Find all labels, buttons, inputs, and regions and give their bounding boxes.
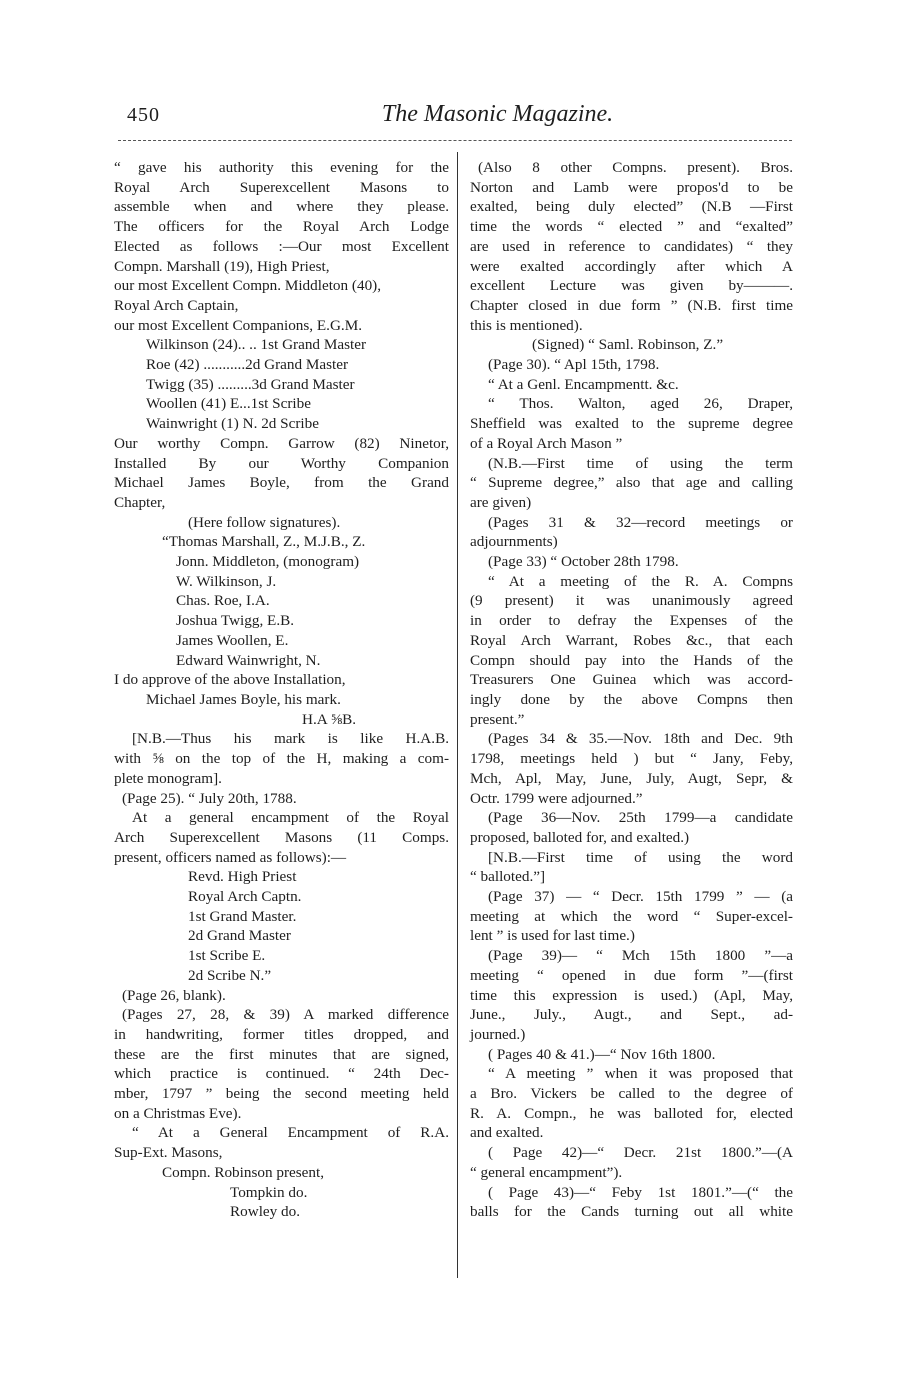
text-line: (N.B.—First time of using the term (488, 454, 793, 472)
text-line: (Page 37) — “ Decr. 15th 1799 ” — (a (488, 888, 793, 906)
text-line: 1798, meetings held ) but “ Jany, Feby, (470, 750, 793, 768)
text-line: excellent Lecture was given by———. (470, 277, 793, 295)
text-line: assemble when and where they please. (114, 198, 449, 216)
text-line: “ gave his authority this evening for the (114, 159, 449, 176)
text-line: in handwriting, former titles dropped, and (114, 1025, 449, 1043)
text-line: and exalted. (470, 1124, 544, 1142)
text-line: Octr. 1799 were adjourned.” (470, 789, 643, 807)
text-line: meeting “ opened in due form ”—(first (470, 966, 793, 984)
text-line: Norton and Lamb were propos'd to be (470, 178, 793, 196)
text-line: At a general encampment of the Royal (132, 809, 449, 827)
text-line: James Woollen, E. (176, 631, 289, 649)
text-line: Tompkin do. (230, 1183, 308, 1201)
text-line: ( Page 43)—“ Feby 1st 1801.”—(“ the (488, 1183, 793, 1201)
text-line: Jonn. Middleton, (monogram) (176, 553, 360, 571)
text-line: Treasurers One Guinea which was accord- (470, 671, 793, 689)
text-line: lent ” is used for last time.) (470, 927, 635, 945)
text-line: (9 present) it was unanimously agreed (470, 592, 793, 610)
text-line: Woollen (41) E...1st Scribe (146, 395, 311, 413)
text-line: Royal Arch Captain, (114, 296, 239, 314)
text-line: journed.) (470, 1025, 526, 1043)
text-line: with ⅝ on the top of the H, making a com- (114, 750, 449, 768)
text-line: “ At a General Encampment of R.A. (132, 1124, 449, 1142)
text-line: mber, 1797 ” being the second meeting held (114, 1085, 449, 1103)
text-line: time the words “ elected ” and “exalted” (470, 218, 793, 236)
text-line: meeting at which the word “ Super-excel- (470, 907, 793, 925)
header-rule (118, 140, 792, 141)
text-line: Mch, Apl, May, June, July, Augt, Sepr, & (470, 769, 793, 787)
text-line: (Signed) “ Saml. Robinson, Z.” (532, 336, 724, 354)
text-line: our most Excellent Compn. Middleton (40), (114, 277, 382, 295)
text-line: in order to defray the Expenses of the (470, 612, 793, 630)
text-line: these are the first minutes that are signed, (114, 1045, 449, 1063)
text-line: Chas. Roe, I.A. (176, 592, 270, 610)
text-line: adjournments) (470, 533, 558, 551)
text-line: Installed By our Worthy Companion (114, 454, 449, 472)
text-line: R. A. Compn., he was balloted for, elected (470, 1104, 793, 1122)
text-line: “ A meeting ” when it was proposed that (488, 1065, 793, 1083)
text-line: (Pages 34 & 35.—Nov. 18th and Dec. 9th (488, 730, 793, 748)
text-line: Compn. Marshall (19), High Priest, (114, 257, 330, 275)
text-line: “ general encampment”). (470, 1163, 623, 1181)
text-line: 1st Scribe E. (188, 947, 266, 965)
text-line: Chapter closed in due form ” (N.B. first time (470, 296, 793, 314)
text-line: [N.B.—First time of using the word (488, 848, 793, 866)
text-line: [N.B.—Thus his mark is like H.A.B. (132, 730, 449, 748)
text-line: this is mentioned). (470, 316, 583, 334)
text-line: were exalted accordingly after which A (470, 257, 793, 275)
text-line: balls for the Cands turning out all white (470, 1203, 793, 1221)
text-line: are given) (470, 493, 532, 511)
text-line: Royal Arch Captn. (188, 888, 302, 906)
text-line: ingly done by the above Compns then (470, 690, 793, 708)
text-line: The officers for the Royal Arch Lodge (114, 218, 449, 236)
text-line: present, officers named as follows):— (114, 848, 347, 866)
text-line: (Pages 27, 28, & 39) A marked difference (122, 1006, 449, 1024)
text-line: Rowley do. (230, 1203, 301, 1221)
text-line: Michael James Boyle, his mark. (146, 690, 341, 708)
text-line: ( Page 42)—“ Decr. 21st 1800.”—(A (488, 1144, 793, 1162)
text-line: are used in reference to candidates) “ they (470, 237, 793, 255)
text-line: (Page 26, blank). (122, 986, 226, 1004)
text-line: which practice is continued. “ 24th Dec- (114, 1065, 449, 1083)
text-line: (Page 39)— “ Mch 15th 1800 ”—a (488, 947, 793, 965)
text-line: Edward Wainwright, N. (176, 651, 321, 669)
text-line: Joshua Twigg, E.B. (176, 612, 295, 630)
text-line: 2d Grand Master (188, 927, 291, 945)
text-line: I do approve of the above Installation, (114, 671, 346, 689)
text-line: (Page 25). “ July 20th, 1788. (122, 789, 297, 807)
text-line: ( Pages 40 & 41.)—“ Nov 16th 1800. (488, 1045, 716, 1063)
text-line: Elected as follows :—Our most Excellent (114, 237, 449, 255)
text-line: “ At a meeting of the R. A. Compns (488, 572, 793, 590)
right-column (470, 158, 793, 1222)
page-title: The Masonic Magazine. (381, 101, 614, 127)
text-line: exalted, being duly elected” (N.B —First (470, 198, 793, 216)
text-line: “Thomas Marshall, Z., M.J.B., Z. (162, 533, 366, 551)
text-line: Twigg (35) .........3d Grand Master (146, 375, 355, 393)
text-line: (Page 30). “ Apl 15th, 1798. (488, 356, 660, 374)
text-line: (Pages 31 & 32—record meetings or (488, 513, 793, 531)
text-line: 1st Grand Master. (188, 907, 297, 925)
text-line: Wilkinson (24).. .. 1st Grand Master (146, 336, 366, 354)
text-line: “ At a Genl. Encampmentt. &c. (488, 375, 679, 393)
text-line: “ Supreme degree,” also that age and calling (470, 474, 793, 492)
text-line: a Bro. Vickers be called to the degree of (470, 1085, 793, 1103)
text-line: present.” (470, 710, 525, 728)
text-line: Royal Arch Superexcellent Masons to (114, 178, 449, 196)
text-line: (Also 8 other Compns. present). Bros. (478, 159, 793, 176)
text-line: (Page 33) “ October 28th 1798. (488, 553, 679, 571)
text-line: June., July., Augt., and Sept., ad- (470, 1006, 793, 1024)
text-line: “ balloted.”] (470, 868, 546, 886)
text-line: Compn. Robinson present, (162, 1163, 324, 1181)
text-line: W. Wilkinson, J. (176, 572, 277, 590)
left-column (114, 158, 449, 1222)
text-line: Roe (42) ...........2d Grand Master (146, 356, 349, 374)
text-line: 2d Scribe N.” (188, 966, 272, 984)
page-header (0, 0, 905, 140)
page-number: 450 (127, 104, 160, 126)
text-line: Our worthy Compn. Garrow (82) Ninetor, (114, 434, 449, 452)
text-line: (Here follow signatures). (188, 513, 341, 531)
text-line: Arch Superexcellent Masons (11 Comps. (114, 828, 449, 846)
text-line: our most Excellent Companions, E.G.M. (114, 316, 363, 334)
column-divider (457, 152, 458, 1278)
text-line: Royal Arch Warrant, Robes &c., that each (470, 631, 793, 649)
text-line: Michael James Boyle, from the Grand (114, 474, 449, 492)
text-line: (Page 36—Nov. 25th 1799—a candidate (488, 809, 793, 827)
text-line: time this expression is used.) (Apl, May, (470, 986, 793, 1004)
text-line: on a Christmas Eve). (114, 1104, 242, 1122)
text-line: Sheffield was exalted to the supreme degree (470, 415, 793, 433)
text-line: H.A ⅝B. (302, 710, 357, 728)
text-line: Compn should pay into the Hands of the (470, 651, 793, 669)
text-line: Wainwright (1) N. 2d Scribe (146, 415, 319, 433)
text-line: Revd. High Priest (188, 868, 297, 886)
text-line: Sup-Ext. Masons, (114, 1144, 223, 1162)
text-line: plete monogram]. (114, 769, 222, 787)
text-line: Chapter, (114, 493, 166, 511)
text-line: proposed, balloted for, and exalted.) (470, 828, 690, 846)
text-line: “ Thos. Walton, aged 26, Draper, (488, 395, 793, 413)
text-line: of a Royal Arch Mason ” (470, 434, 623, 452)
